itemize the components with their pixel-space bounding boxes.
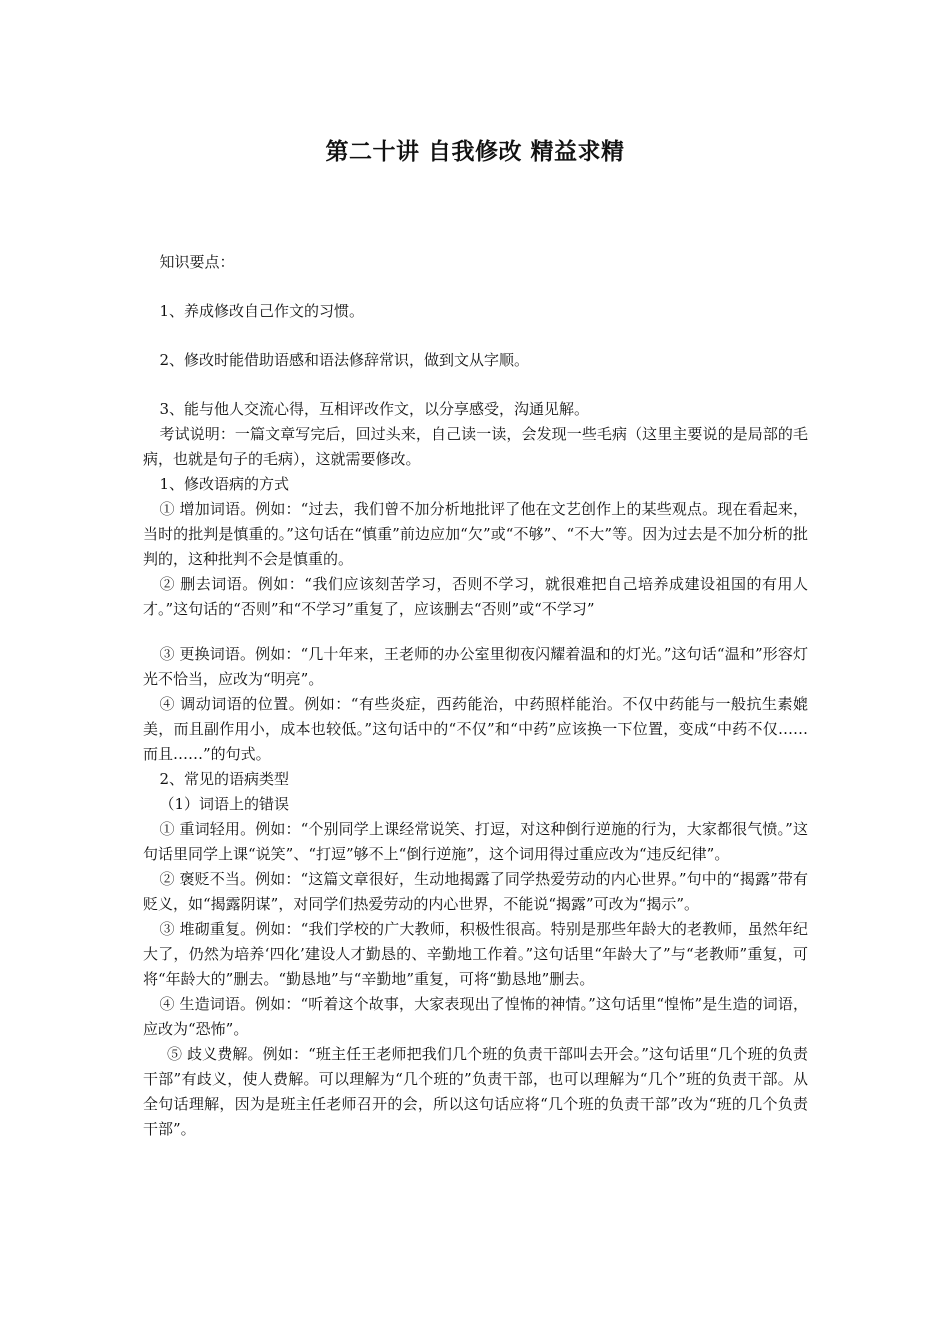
exam-description: 考试说明：一篇文章写完后，回过头来，自己读一读，会发现一些毛病（这里主要说的是局部的毛病，也就是句子的毛病），这就需要修改。 — [143, 425, 808, 468]
section-heading-error-types: 2、常见的语病类型 — [159, 770, 290, 788]
error-connotation: ② 褒贬不当。例如：“这篇文章很好，生动地揭露了同学热爱劳动的内心世界。”句中的“揭露”带有贬义，如“揭露阴谋”，对同学们热爱劳动的内心世界，不能说“揭露”可改为“揭示”。 — [143, 870, 808, 913]
method-reorder-words: ④ 调动词语的位置。例如：“有些炎症，西药能治，中药照样能治。不仅中药能与一般抗生素媲美，而且副作用小，成本也较低。”这句话中的“不仅”和“中药”应该换一下位置，变成“中药不仅……而且……”的句式。 — [143, 695, 808, 763]
error-coined-word: ④ 生造词语。例如：“听着这个故事，大家表现出了惶怖的神情。”这句话里“惶怖”是生造的词语，应改为“恐怖”。 — [143, 995, 808, 1038]
section-heading-key-points: 知识要点： — [159, 253, 235, 271]
key-point-2: 2、修改时能借助语感和语法修辞常识，做到文从字顺。 — [159, 351, 530, 369]
subsection-word-errors: （1）词语上的错误 — [159, 795, 290, 813]
document-body — [143, 250, 808, 1142]
error-ambiguity: ⑤ 歧义费解。例如：“班主任王老师把我们几个班的负责干部叫去开会。”这句话里“几个班的负责干部”有歧义，使人费解。可以理解为“几个班的”负责干部，也可以理解为“几个”班的负责干部。从全句话理解，因为是班主任老师召开的会，所以这句话应将“几个班的负责干部”改为“班的几个负责干部”。 — [143, 1045, 808, 1138]
method-delete-words: ② 删去词语。例如：“我们应该刻苦学习，否则不学习，就很难把自己培养成建设祖国的有用人才。”这句话的“否则”和“不学习”重复了，应该删去“否则”或“不学习” — [143, 575, 808, 618]
section-heading-revision-methods: 1、修改语病的方式 — [159, 475, 290, 493]
key-point-3: 3、能与他人交流心得，互相评改作文，以分享感受，沟通见解。 — [159, 400, 590, 418]
method-replace-words: ③ 更换词语。例如：“几十年来，王老师的办公室里彻夜闪耀着温和的灯光。”这句话“温和”形容灯光不恰当，应改为“明亮”。 — [143, 645, 808, 688]
method-add-words: ① 增加词语。例如：“过去，我们曾不加分析地批评了他在文艺创作上的某些观点。现在看起来，当时的批判是慎重的。”这句话在“慎重”前边应加“欠”或“不够”、“不大”等。因为过去是不加分析的批判的，这种批判不会是慎重的。 — [143, 500, 808, 568]
error-redundancy: ③ 堆砌重复。例如：“我们学校的广大教师，积极性很高。特别是那些年龄大的老教师，虽然年纪大了，仍然为培养‘四化’建设人才勤恳的、辛勤地工作着。”这句话里“年龄大了”与“老教师”重复，可将“年龄大的”删去。“勤恳地”与“辛勤地”重复，可将“勤恳地”删去。 — [143, 920, 808, 988]
error-overstated-word: ① 重词轻用。例如：“个别同学上课经常说笑、打逗，对这种倒行逆施的行为，大家都很气愤。”这句话里同学上课“说笑”、“打逗”够不上“倒行逆施”，这个词用得过重应改为“违反纪律”。 — [143, 820, 808, 863]
key-point-1: 1、养成修改自己作文的习惯。 — [159, 302, 365, 320]
document-title: 第二十讲 自我修改 精益求精 — [325, 139, 625, 165]
